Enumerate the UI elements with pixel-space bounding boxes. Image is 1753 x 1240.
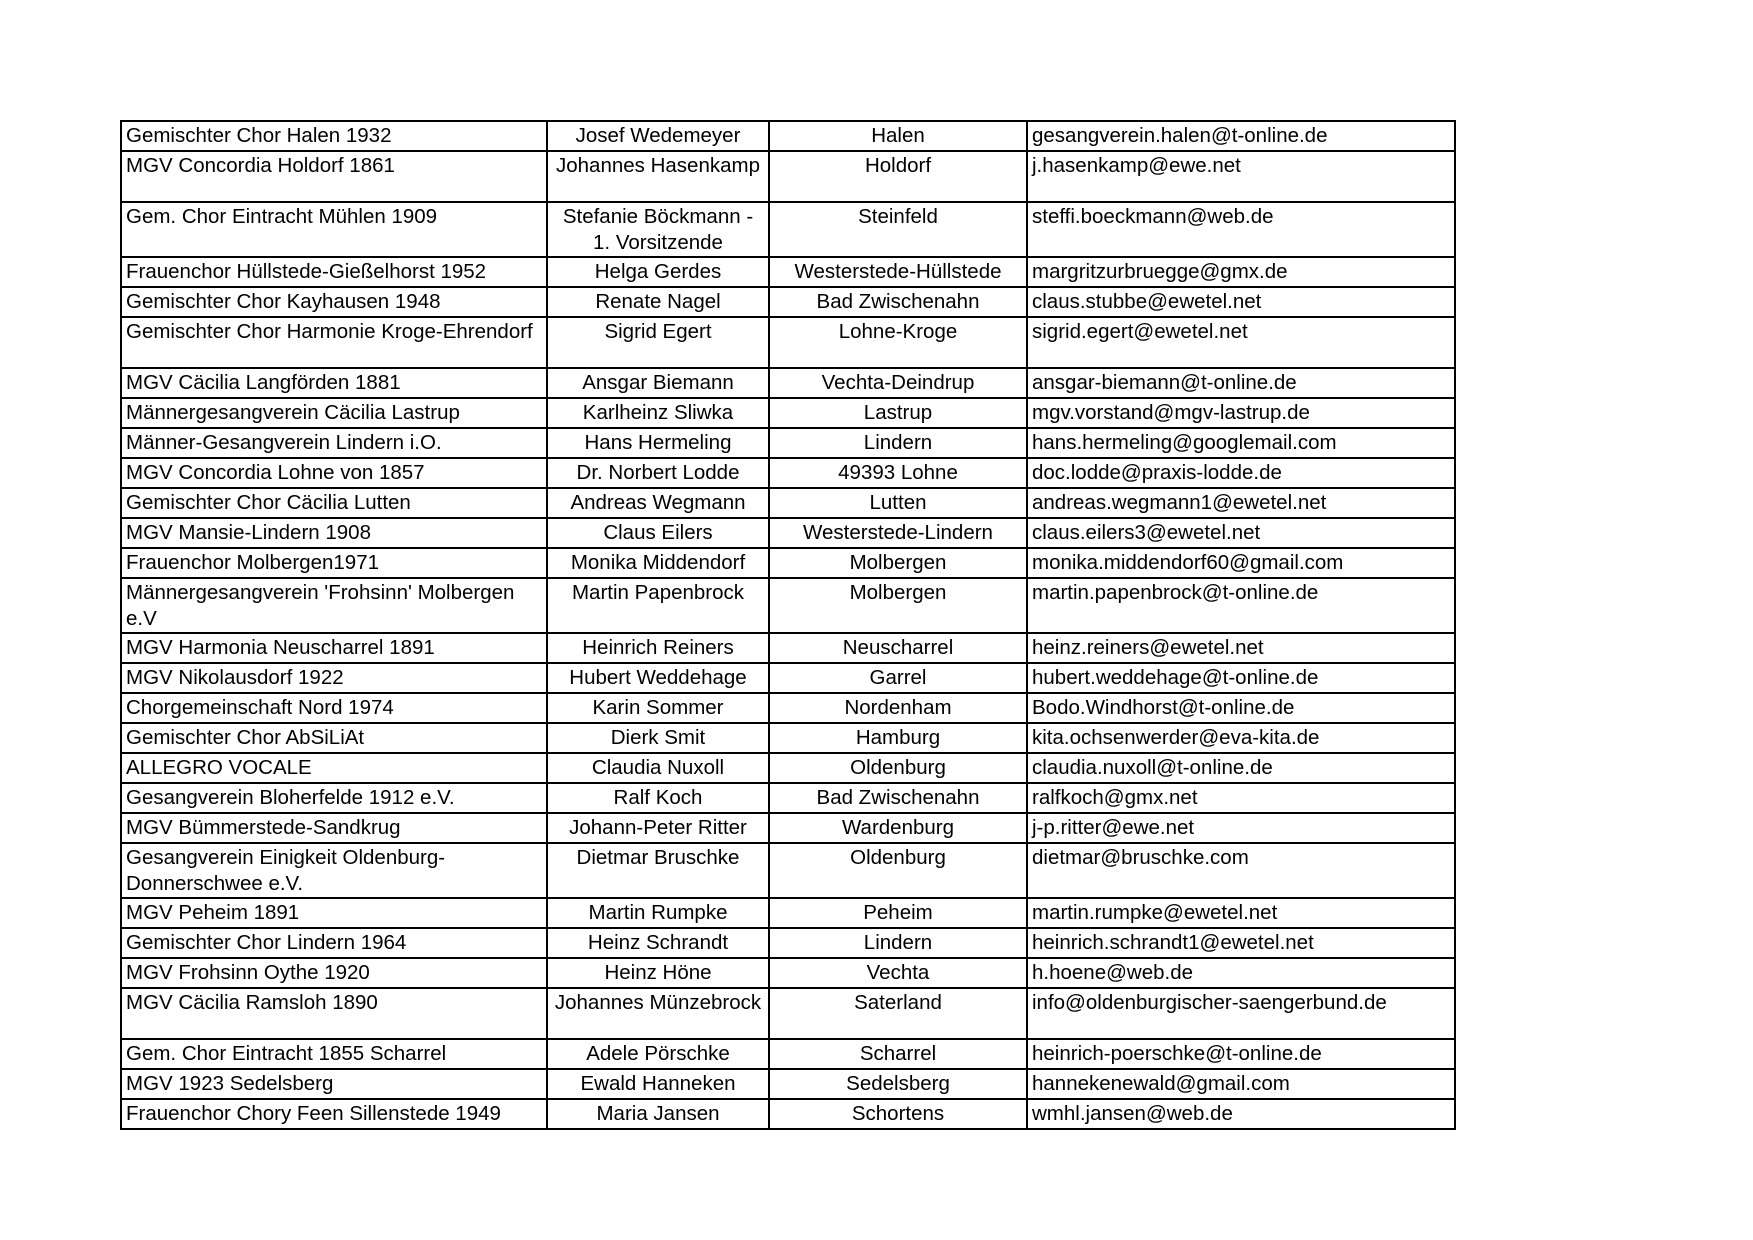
- contact-person-cell: Martin Rumpke: [547, 898, 769, 928]
- table-row: [121, 488, 1455, 518]
- email-cell: gesangverein.halen@t-online.de: [1027, 121, 1455, 151]
- choir-name-cell: Chorgemeinschaft Nord 1974: [121, 693, 547, 723]
- table-row: [121, 398, 1455, 428]
- contact-person-cell: Josef Wedemeyer: [547, 121, 769, 151]
- email-cell: hans.hermeling@googlemail.com: [1027, 428, 1455, 458]
- contact-person-cell: Heinrich Reiners: [547, 633, 769, 663]
- city-cell: Bad Zwischenahn: [769, 287, 1027, 317]
- choir-name-cell: Frauenchor Hüllstede-Gießelhorst 1952: [121, 257, 547, 287]
- contact-person-cell: Helga Gerdes: [547, 257, 769, 287]
- table-row: [121, 518, 1455, 548]
- city-cell: Oldenburg: [769, 753, 1027, 783]
- choir-name-cell: MGV Frohsinn Oythe 1920: [121, 958, 547, 988]
- choir-contact-sheet: [120, 120, 1454, 1130]
- contact-person-cell: Dierk Smit: [547, 723, 769, 753]
- city-cell: Lastrup: [769, 398, 1027, 428]
- email-cell: Bodo.Windhorst@t-online.de: [1027, 693, 1455, 723]
- contact-person-cell: Karin Sommer: [547, 693, 769, 723]
- email-cell: ansgar-biemann@t-online.de: [1027, 368, 1455, 398]
- table-row: [121, 578, 1455, 633]
- contact-person-cell: Sigrid Egert: [547, 317, 769, 368]
- contact-person-cell: Dietmar Bruschke: [547, 843, 769, 898]
- contact-person-cell: Johann-Peter Ritter: [547, 813, 769, 843]
- email-cell: claus.stubbe@ewetel.net: [1027, 287, 1455, 317]
- table-row: [121, 693, 1455, 723]
- choir-name-cell: Gem. Chor Eintracht 1855 Scharrel: [121, 1039, 547, 1069]
- table-row: [121, 548, 1455, 578]
- contact-person-cell: Ewald Hanneken: [547, 1069, 769, 1099]
- choir-name-cell: Gemischter Chor Kayhausen 1948: [121, 287, 547, 317]
- city-cell: Nordenham: [769, 693, 1027, 723]
- choir-name-cell: MGV Cäcilia Ramsloh 1890: [121, 988, 547, 1039]
- table-row: [121, 928, 1455, 958]
- table-row: [121, 843, 1455, 898]
- email-cell: info@oldenburgischer-saengerbund.de: [1027, 988, 1455, 1039]
- email-cell: hannekenewald@gmail.com: [1027, 1069, 1455, 1099]
- contact-person-cell: Martin Papenbrock: [547, 578, 769, 633]
- choir-name-cell: MGV Nikolausdorf 1922: [121, 663, 547, 693]
- choir-name-cell: Gesangverein Einigkeit Oldenburg-Donnerschwee e.V.: [121, 843, 547, 898]
- table-row: [121, 783, 1455, 813]
- city-cell: Lutten: [769, 488, 1027, 518]
- choir-name-cell: MGV Mansie-Lindern 1908: [121, 518, 547, 548]
- email-cell: mgv.vorstand@mgv-lastrup.de: [1027, 398, 1455, 428]
- choir-name-cell: Männer-Gesangverein Lindern i.O.: [121, 428, 547, 458]
- city-cell: Saterland: [769, 988, 1027, 1039]
- contact-person-cell: Karlheinz Sliwka: [547, 398, 769, 428]
- email-cell: claus.eilers3@ewetel.net: [1027, 518, 1455, 548]
- contact-person-cell: Monika Middendorf: [547, 548, 769, 578]
- email-cell: heinz.reiners@ewetel.net: [1027, 633, 1455, 663]
- contact-person-cell: Heinz Höne: [547, 958, 769, 988]
- city-cell: Westerstede-Hüllstede: [769, 257, 1027, 287]
- contact-person-cell: Claus Eilers: [547, 518, 769, 548]
- email-cell: sigrid.egert@ewetel.net: [1027, 317, 1455, 368]
- contact-person-cell: Claudia Nuxoll: [547, 753, 769, 783]
- email-cell: doc.lodde@praxis-lodde.de: [1027, 458, 1455, 488]
- choir-name-cell: MGV 1923 Sedelsberg: [121, 1069, 547, 1099]
- table-row: [121, 813, 1455, 843]
- email-cell: dietmar@bruschke.com: [1027, 843, 1455, 898]
- city-cell: Vechta-Deindrup: [769, 368, 1027, 398]
- city-cell: Scharrel: [769, 1039, 1027, 1069]
- email-cell: heinrich-poerschke@t-online.de: [1027, 1039, 1455, 1069]
- table-row: [121, 988, 1455, 1039]
- email-cell: claudia.nuxoll@t-online.de: [1027, 753, 1455, 783]
- city-cell: Wardenburg: [769, 813, 1027, 843]
- choir-name-cell: Gemischter Chor Cäcilia Lutten: [121, 488, 547, 518]
- choir-name-cell: Gemischter Chor AbSiLiAt: [121, 723, 547, 753]
- city-cell: Molbergen: [769, 578, 1027, 633]
- table-row: [121, 898, 1455, 928]
- table-row: [121, 202, 1455, 257]
- city-cell: Lohne-Kroge: [769, 317, 1027, 368]
- choir-name-cell: MGV Concordia Holdorf 1861: [121, 151, 547, 202]
- email-cell: margritzurbruegge@gmx.de: [1027, 257, 1455, 287]
- email-cell: martin.rumpke@ewetel.net: [1027, 898, 1455, 928]
- contact-person-cell: Renate Nagel: [547, 287, 769, 317]
- table-row: [121, 1069, 1455, 1099]
- city-cell: Garrel: [769, 663, 1027, 693]
- city-cell: Vechta: [769, 958, 1027, 988]
- city-cell: Bad Zwischenahn: [769, 783, 1027, 813]
- email-cell: hubert.weddehage@t-online.de: [1027, 663, 1455, 693]
- contact-person-cell: Stefanie Böckmann - 1. Vorsitzende: [547, 202, 769, 257]
- email-cell: kita.ochsenwerder@eva-kita.de: [1027, 723, 1455, 753]
- city-cell: Steinfeld: [769, 202, 1027, 257]
- city-cell: Schortens: [769, 1099, 1027, 1129]
- email-cell: wmhl.jansen@web.de: [1027, 1099, 1455, 1129]
- email-cell: andreas.wegmann1@ewetel.net: [1027, 488, 1455, 518]
- choir-name-cell: ALLEGRO VOCALE: [121, 753, 547, 783]
- choir-name-cell: Gemischter Chor Lindern 1964: [121, 928, 547, 958]
- city-cell: 49393 Lohne: [769, 458, 1027, 488]
- email-cell: heinrich.schrandt1@ewetel.net: [1027, 928, 1455, 958]
- email-cell: j.hasenkamp@ewe.net: [1027, 151, 1455, 202]
- email-cell: ralfkoch@gmx.net: [1027, 783, 1455, 813]
- choir-name-cell: MGV Peheim 1891: [121, 898, 547, 928]
- choir-contact-table: [120, 120, 1456, 1130]
- table-row: [121, 257, 1455, 287]
- contact-person-cell: Hubert Weddehage: [547, 663, 769, 693]
- choir-name-cell: Männergesangverein Cäcilia Lastrup: [121, 398, 547, 428]
- contact-person-cell: Ralf Koch: [547, 783, 769, 813]
- table-row: [121, 753, 1455, 783]
- table-row: [121, 723, 1455, 753]
- choir-name-cell: Frauenchor Molbergen1971: [121, 548, 547, 578]
- table-row: [121, 121, 1455, 151]
- choir-name-cell: MGV Harmonia Neuscharrel 1891: [121, 633, 547, 663]
- contact-person-cell: Adele Pörschke: [547, 1039, 769, 1069]
- city-cell: Lindern: [769, 928, 1027, 958]
- city-cell: Oldenburg: [769, 843, 1027, 898]
- city-cell: Sedelsberg: [769, 1069, 1027, 1099]
- table-row: [121, 663, 1455, 693]
- choir-name-cell: MGV Cäcilia Langförden 1881: [121, 368, 547, 398]
- choir-name-cell: Frauenchor Chory Feen Sillenstede 1949: [121, 1099, 547, 1129]
- contact-person-cell: Hans Hermeling: [547, 428, 769, 458]
- email-cell: steffi.boeckmann@web.de: [1027, 202, 1455, 257]
- table-row: [121, 368, 1455, 398]
- contact-person-cell: Ansgar Biemann: [547, 368, 769, 398]
- city-cell: Peheim: [769, 898, 1027, 928]
- choir-name-cell: MGV Concordia Lohne von 1857: [121, 458, 547, 488]
- table-row: [121, 958, 1455, 988]
- table-row: [121, 458, 1455, 488]
- contact-person-cell: Dr. Norbert Lodde: [547, 458, 769, 488]
- email-cell: martin.papenbrock@t-online.de: [1027, 578, 1455, 633]
- email-cell: monika.middendorf60@gmail.com: [1027, 548, 1455, 578]
- city-cell: Halen: [769, 121, 1027, 151]
- choir-name-cell: Gemischter Chor Halen 1932: [121, 121, 547, 151]
- city-cell: Molbergen: [769, 548, 1027, 578]
- table-row: [121, 287, 1455, 317]
- choir-name-cell: Gesangverein Bloherfelde 1912 e.V.: [121, 783, 547, 813]
- email-cell: j-p.ritter@ewe.net: [1027, 813, 1455, 843]
- choir-name-cell: Gem. Chor Eintracht Mühlen 1909: [121, 202, 547, 257]
- table-row: [121, 1099, 1455, 1129]
- contact-person-cell: Johannes Hasenkamp: [547, 151, 769, 202]
- city-cell: Holdorf: [769, 151, 1027, 202]
- table-row: [121, 428, 1455, 458]
- contact-person-cell: Heinz Schrandt: [547, 928, 769, 958]
- table-row: [121, 317, 1455, 368]
- city-cell: Westerstede-Lindern: [769, 518, 1027, 548]
- contact-person-cell: Johannes Münzebrock: [547, 988, 769, 1039]
- city-cell: Lindern: [769, 428, 1027, 458]
- table-row: [121, 633, 1455, 663]
- choir-name-cell: MGV Bümmerstede-Sandkrug: [121, 813, 547, 843]
- choir-name-cell: Männergesangverein 'Frohsinn' Molbergen e.V: [121, 578, 547, 633]
- table-body: [121, 121, 1455, 1129]
- email-cell: h.hoene@web.de: [1027, 958, 1455, 988]
- choir-name-cell: Gemischter Chor Harmonie Kroge-Ehrendorf: [121, 317, 547, 368]
- table-row: [121, 1039, 1455, 1069]
- contact-person-cell: Maria Jansen: [547, 1099, 769, 1129]
- city-cell: Neuscharrel: [769, 633, 1027, 663]
- table-row: [121, 151, 1455, 202]
- contact-person-cell: Andreas Wegmann: [547, 488, 769, 518]
- city-cell: Hamburg: [769, 723, 1027, 753]
